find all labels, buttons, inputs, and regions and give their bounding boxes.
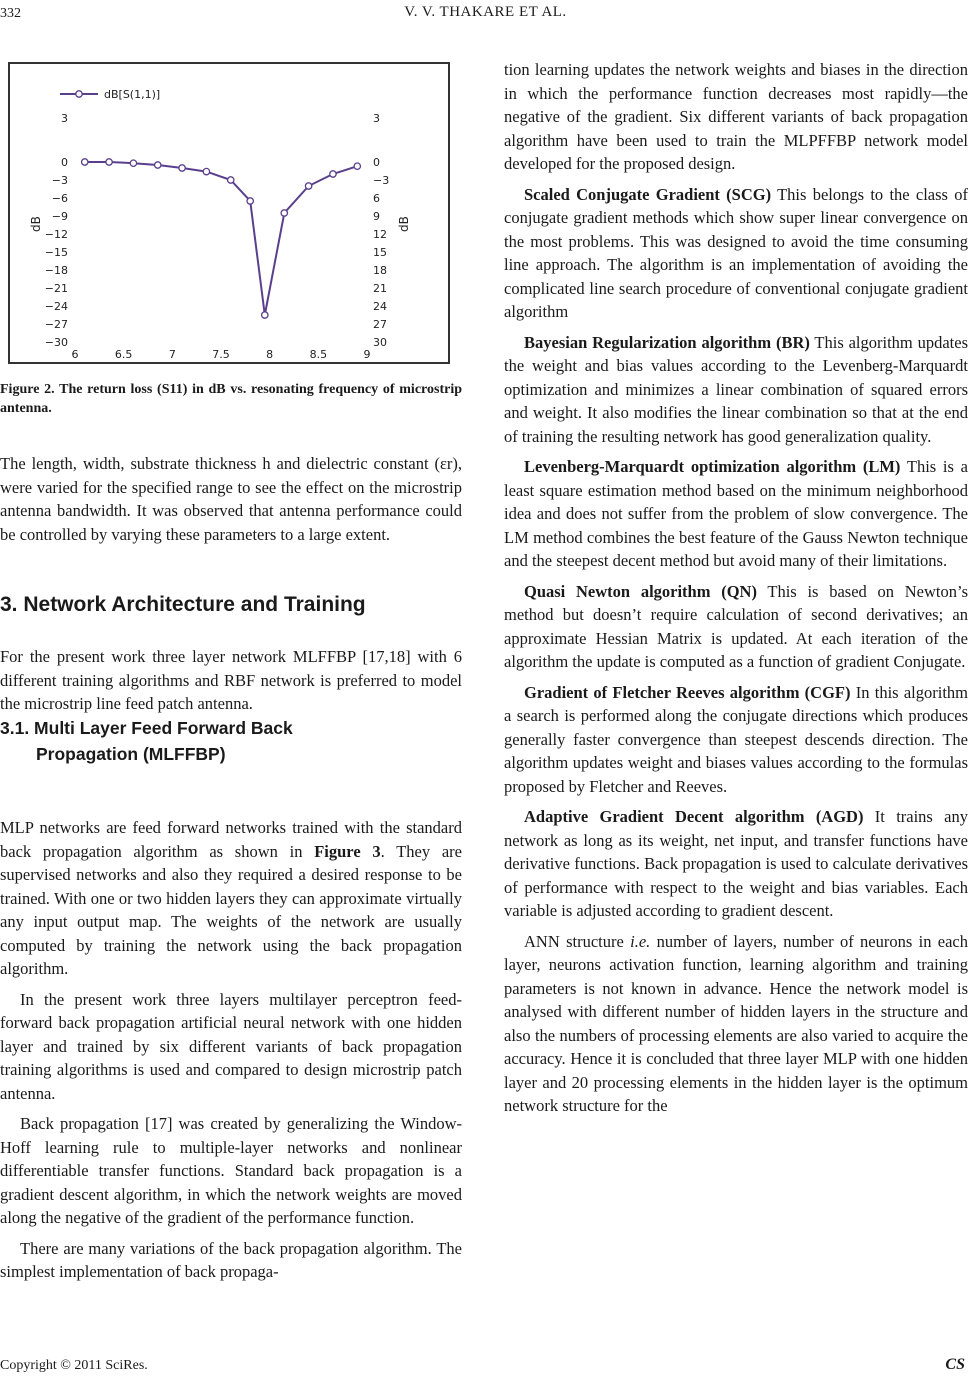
paragraph-dimensions: The length, width, substrate thickness h and dielectric constant (εr), were varied for the specified range to see the effect on the microstrip antenna bandwidth. It was observed that antenna performance could be controlled by varying these parameters to a large extent. xyxy=(0,454,462,544)
paragraph-network-intro: For the present work three layer network MLFFBP [17,18] with 6 different training algorithms and RBF network is preferred to model the microstrip line feed patch antenna. xyxy=(0,647,462,713)
data-point xyxy=(262,312,268,318)
paragraph-ann-structure xyxy=(504,930,968,1118)
y-tick-left: 0 xyxy=(61,156,68,169)
data-point xyxy=(203,168,209,174)
x-tick-label: 7.5 xyxy=(212,348,230,361)
copyright-notice: Copyright © 2011 SciRes. xyxy=(0,1358,148,1373)
paragraph-variations: There are many variations of the back propagation algorithm. The simplest implementation of back propaga- xyxy=(0,1238,462,1281)
y-tick-left: −21 xyxy=(44,282,68,295)
section-heading-3: 3. Network Architecture and Training xyxy=(0,593,366,616)
data-point xyxy=(106,159,112,165)
paragraph-mlp-text: MLP networks are feed forward networks trained with the standard back propagation algorithm as shown in xyxy=(0,818,462,861)
figure-3-link[interactable]: Figure 3 xyxy=(314,841,381,861)
y-tick-right: 24 xyxy=(373,300,387,313)
paragraph-br xyxy=(504,331,968,449)
y-tick-right: 21 xyxy=(373,282,387,295)
y-tick-left: −18 xyxy=(44,264,68,277)
text-cgf: In this algorithm a search is performed along the conjugate directions which produces generally faster convergence than steepest descends direction. The algorithm updates weight and biases values according to the formulas proposed by Fletcher and Reeves. xyxy=(504,682,968,796)
y-axis-label-right: dB xyxy=(397,216,411,232)
x-tick-label: 6 xyxy=(71,348,79,361)
x-tick-label: 9 xyxy=(363,348,371,361)
term-lm: Levenberg-Marquardt optimization algorithm (LM) xyxy=(524,457,901,476)
y-tick-right: 0 xyxy=(373,156,380,169)
y-tick-left: −15 xyxy=(44,246,68,259)
paragraph-cgf xyxy=(504,681,968,799)
return-loss-chart xyxy=(10,64,448,362)
x-tick-label: 6.5 xyxy=(114,348,133,361)
term-br: Bayesian Regularization algorithm (BR) xyxy=(524,332,810,352)
text-br: This algorithm updates the weight and bias values according to the Levenberg-Marquardt optimization and minimizes a linear combination of squared errors and weight. It also modifies the linear combination so that at the end of training the resulting network has good generalization quality. xyxy=(504,332,968,446)
y-tick-left: −3 xyxy=(51,174,68,187)
figure-caption: Figure 2. The return loss (S11) in dB vs. resonating frequency of microstrip antenna. xyxy=(0,382,462,416)
y-tick-right: 3 xyxy=(373,112,380,125)
data-point xyxy=(354,163,360,169)
subsection-heading-line-1: 3.1. Multi Layer Feed Forward Back xyxy=(0,718,293,738)
legend-marker xyxy=(76,91,82,97)
paragraph-continued: tion learning updates the network weights and biases in the direction in which the performance function decreases most rapidly—the negative of the gradient. Six different variants of back propagation algorithm have been used to train the MLPFFBP network model developed for the proposed design. xyxy=(504,60,968,173)
y-tick-right: −3 xyxy=(373,174,390,187)
paragraph-lm xyxy=(504,455,968,573)
text-qn: This is based on Newton’s method but doesn’t require calculation of second derivatives; an approximate Hessian Matrix is updated. At each iteration of the algorithm the update is computed as a function of gradient Conjugate. xyxy=(504,581,968,671)
x-tick-label: 8.5 xyxy=(309,348,328,361)
term-cgf: Gradient of Fletcher Reeves algorithm (CGF) xyxy=(524,682,851,702)
x-tick-label: 7 xyxy=(168,348,176,361)
term-qn: Quasi Newton algorithm (QN) xyxy=(524,581,757,601)
y-tick-right: 15 xyxy=(373,246,387,259)
data-point xyxy=(82,159,88,165)
legend-label: dB[S(1,1)] xyxy=(104,88,161,101)
y-tick-left: −30 xyxy=(44,336,68,349)
y-tick-left: −12 xyxy=(44,228,68,241)
y-tick-right: 9 xyxy=(373,210,380,223)
y-tick-right: 30 xyxy=(373,336,387,349)
paragraph-mlp xyxy=(0,816,462,981)
paragraph-agd xyxy=(504,805,968,923)
y-axis-label-left: dB xyxy=(29,216,43,232)
y-tick-left: −27 xyxy=(44,318,68,331)
page-number: 332 xyxy=(0,6,21,21)
data-point xyxy=(247,198,253,204)
y-tick-left: −24 xyxy=(44,300,68,313)
data-point xyxy=(179,165,185,171)
running-head-authors: V. V. THAKARE ET AL. xyxy=(404,4,567,20)
y-tick-left: −6 xyxy=(51,192,68,205)
subsection-heading-3-1 xyxy=(0,715,293,767)
data-point xyxy=(305,183,311,189)
text-scg: This belongs to the class of conjugate gradient methods which show super linear convergence on the most problems. This was designed to avoid the time consuming line approach. The algorithm is an implementation of avoiding the complicated line search procedure of conventional conjugate gradient algorithm xyxy=(504,184,968,321)
right-column xyxy=(504,58,968,1125)
text-ann-b: number of layers, number of neurons in each layer, neurons activation function, learning algorithm and training parameters is not known in advance. Hence the network model is analysed with different number of hidden layers in the structure and also the numbers of processing elements are also varied to acquire the accuracy. Hence it is concluded that three layer MLP with one hidden layer and 20 processing elements in the hidden layer is the optimum network structure for the xyxy=(504,931,968,1115)
paragraph-backprop: Back propagation [17] was created by generalizing the Window-Hoff learning rule to multiple-layer networks and nonlinear differentiable transfer functions. Standard back propagation is a gradient descent algorithm, in which the network weights are moved along the negative of the gradient of the performance function. xyxy=(0,1114,462,1227)
y-tick-right: 27 xyxy=(373,318,387,331)
data-point xyxy=(281,210,287,216)
term-agd: Adaptive Gradient Decent algorithm (AGD) xyxy=(524,807,864,826)
paragraph-scg xyxy=(504,183,968,324)
journal-abbrev: CS xyxy=(945,1356,965,1373)
y-tick-left: −9 xyxy=(51,210,68,223)
data-point xyxy=(155,162,161,168)
text-ie: i.e. xyxy=(630,931,651,951)
term-scg: Scaled Conjugate Gradient (SCG) xyxy=(524,184,772,204)
series-line xyxy=(85,162,358,315)
y-tick-right: 6 xyxy=(373,192,380,205)
y-tick-right: 12 xyxy=(373,228,387,241)
figure-2 xyxy=(8,62,450,364)
paragraph-mlp-text-2: . They are supervised networks and also they required a desired response to be trained. With one or two hidden layers they can approximate virtually any input output map. The weights of the network are usually computed by training the network using the back propagation algorithm. xyxy=(0,841,463,978)
data-point xyxy=(228,177,234,183)
data-point xyxy=(130,160,136,166)
text-ann-a: ANN structure xyxy=(524,931,631,951)
text-agd: It trains any network as long as its weight, net input, and transfer functions have derivative functions. Back propagation is used to calculate derivatives of performance with respect to the weight and bias variables. Each variable is adjusted according to gradient descent. xyxy=(504,807,968,920)
y-tick-left: 3 xyxy=(61,112,68,125)
paragraph-qn xyxy=(504,580,968,674)
y-tick-right: 18 xyxy=(373,264,387,277)
subsection-heading-line-2: Propagation (MLFFBP) xyxy=(36,744,226,764)
x-tick-label: 8 xyxy=(266,348,274,361)
text-lm: This is a least square estimation method based on the minimum neighborhood idea and does not suffer from the problem of slow convergence. The LM method combines the best feature of the Gauss Newton technique and the steepest decent method but avoid many of their limitations. xyxy=(504,457,968,570)
paragraph-present-work: In the present work three layers multilayer perceptron feed-forward back propagation artificial neural network with one hidden layer and trained by six different variants of back propagation training algorithms is used and compared to design microstrip patch antenna. xyxy=(0,989,462,1103)
data-point xyxy=(330,171,336,177)
